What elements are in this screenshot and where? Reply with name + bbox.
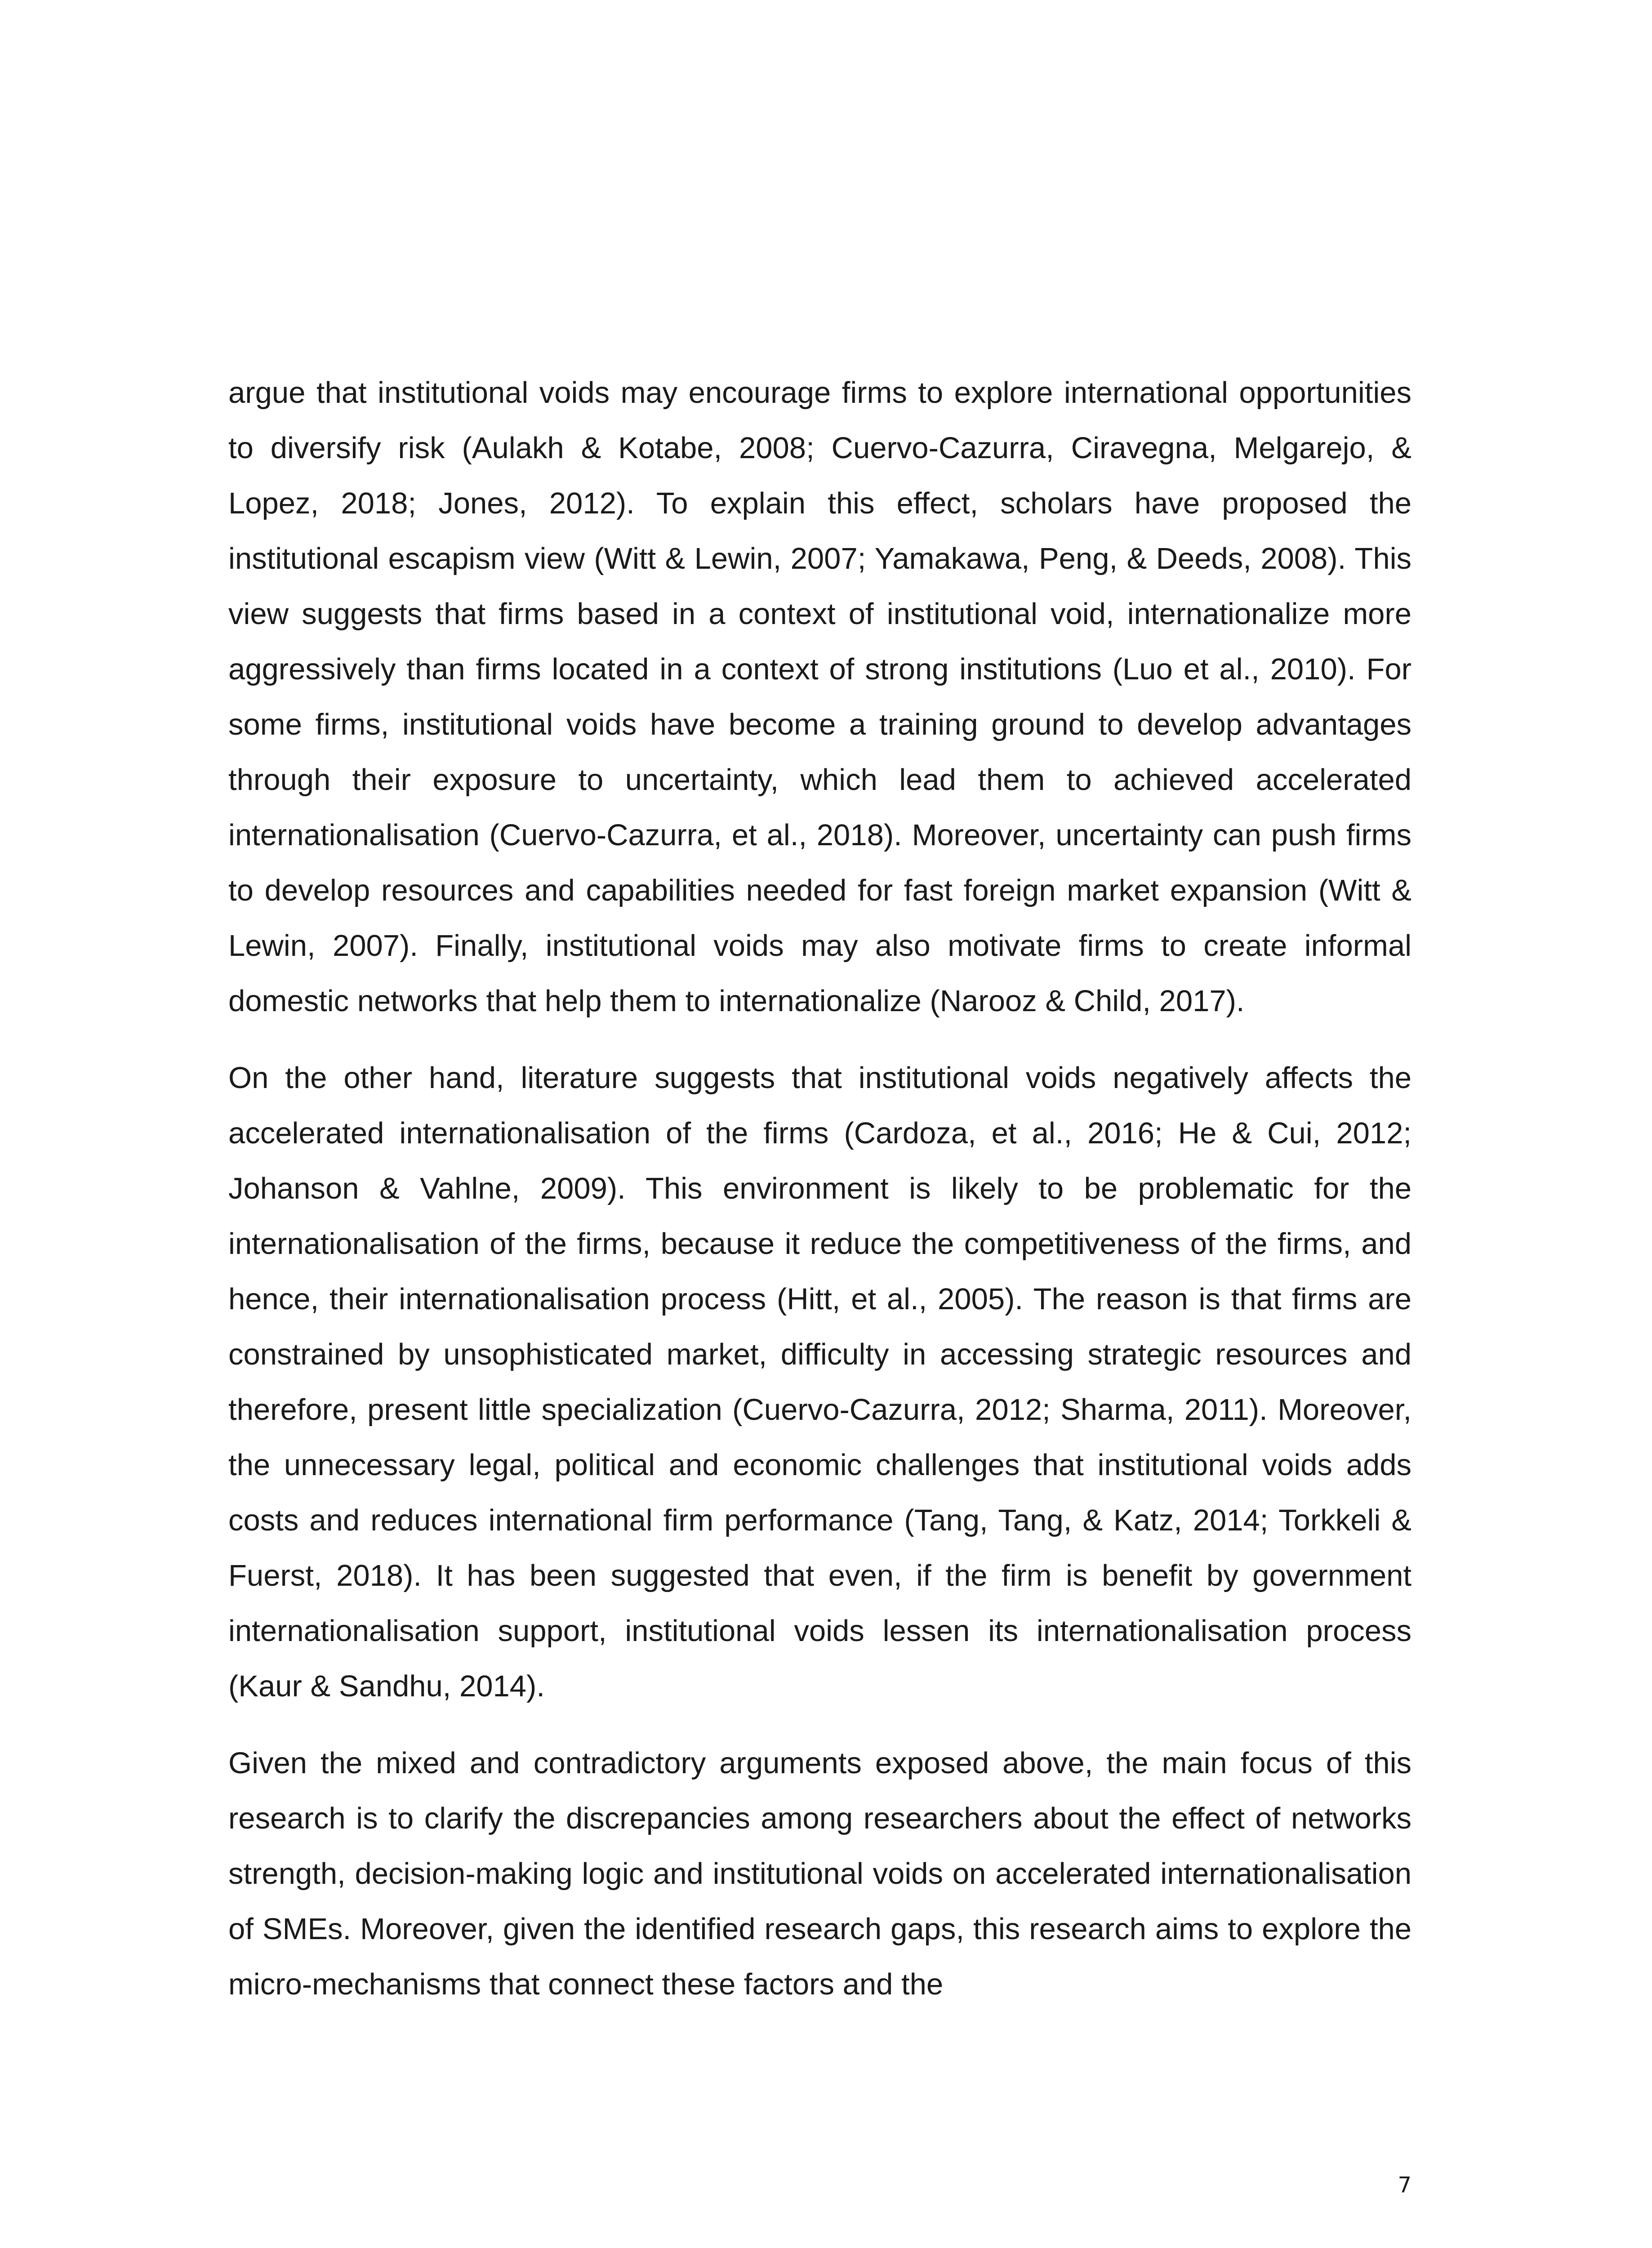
page-number: 7 [1398, 2172, 1412, 2198]
paragraph-research-focus: Given the mixed and contradictory arguments exposed above, the main focus of this research is to clarify the discrepancies among researchers about the effect of networks strength, decision-making logic and institutional voids on accelerated internationalisation of SMEs. Moreover, given the identified research gaps, this research aims to explore the micro-mechanisms that connect these factors and the [228, 1746, 1412, 2001]
paragraph-negative-effects: On the other hand, literature suggests that institutional voids negatively affects the accelerated internationalisation of the firms (Cardoza, et al., 2016; He & Cui, 2012; Johanson & Vahlne, 2009). This environment is likely to be problematic for the internationalisation of the firms, because it reduce the competitiveness of the firms, and hence, their internationalisation process (Hitt, et al., 2005). The reason is that firms are constrained by unsophisticated market, difficulty in accessing strategic resources and therefore, present little specialization (Cuervo-Cazurra, 2012; Sharma, 2011). Moreover, the unnecessary legal, political and economic challenges that institutional voids adds costs and reduces international firm performance (Tang, Tang, & Katz, 2014; Torkkeli & Fuerst, 2018). It has been suggested that even, if the firm is benefit by government internationalisation support, institutional voids lessen its internationalisation process (Kaur & Sandhu, 2014). [228, 1061, 1412, 1703]
paragraph-institutional-escapism: argue that institutional voids may encourage firms to explore international opportunities to diversify risk (Aulakh & Kotabe, 2008; Cuervo-Cazurra, Ciravegna, Melgarejo, & Lopez, 2018; Jones, 2012). To explain this effect, scholars have proposed the institutional escapism view (Witt & Lewin, 2007; Yamakawa, Peng, & Deeds, 2008). This view suggests that firms based in a context of institutional void, internationalize more aggressively than firms located in a context of strong institutions (Luo et al., 2010). For some firms, institutional voids have become a training ground to develop advantages through their exposure to uncertainty, which lead them to achieved accelerated internationalisation (Cuervo-Cazurra, et al., 2018). Moreover, uncertainty can push firms to develop resources and capabilities needed for fast foreign market expansion (Witt & Lewin, 2007). Finally, institutional voids may also motivate firms to create informal domestic networks that help them to internationalize (Narooz & Child, 2017). [228, 376, 1412, 1018]
body-text [228, 365, 1412, 2012]
